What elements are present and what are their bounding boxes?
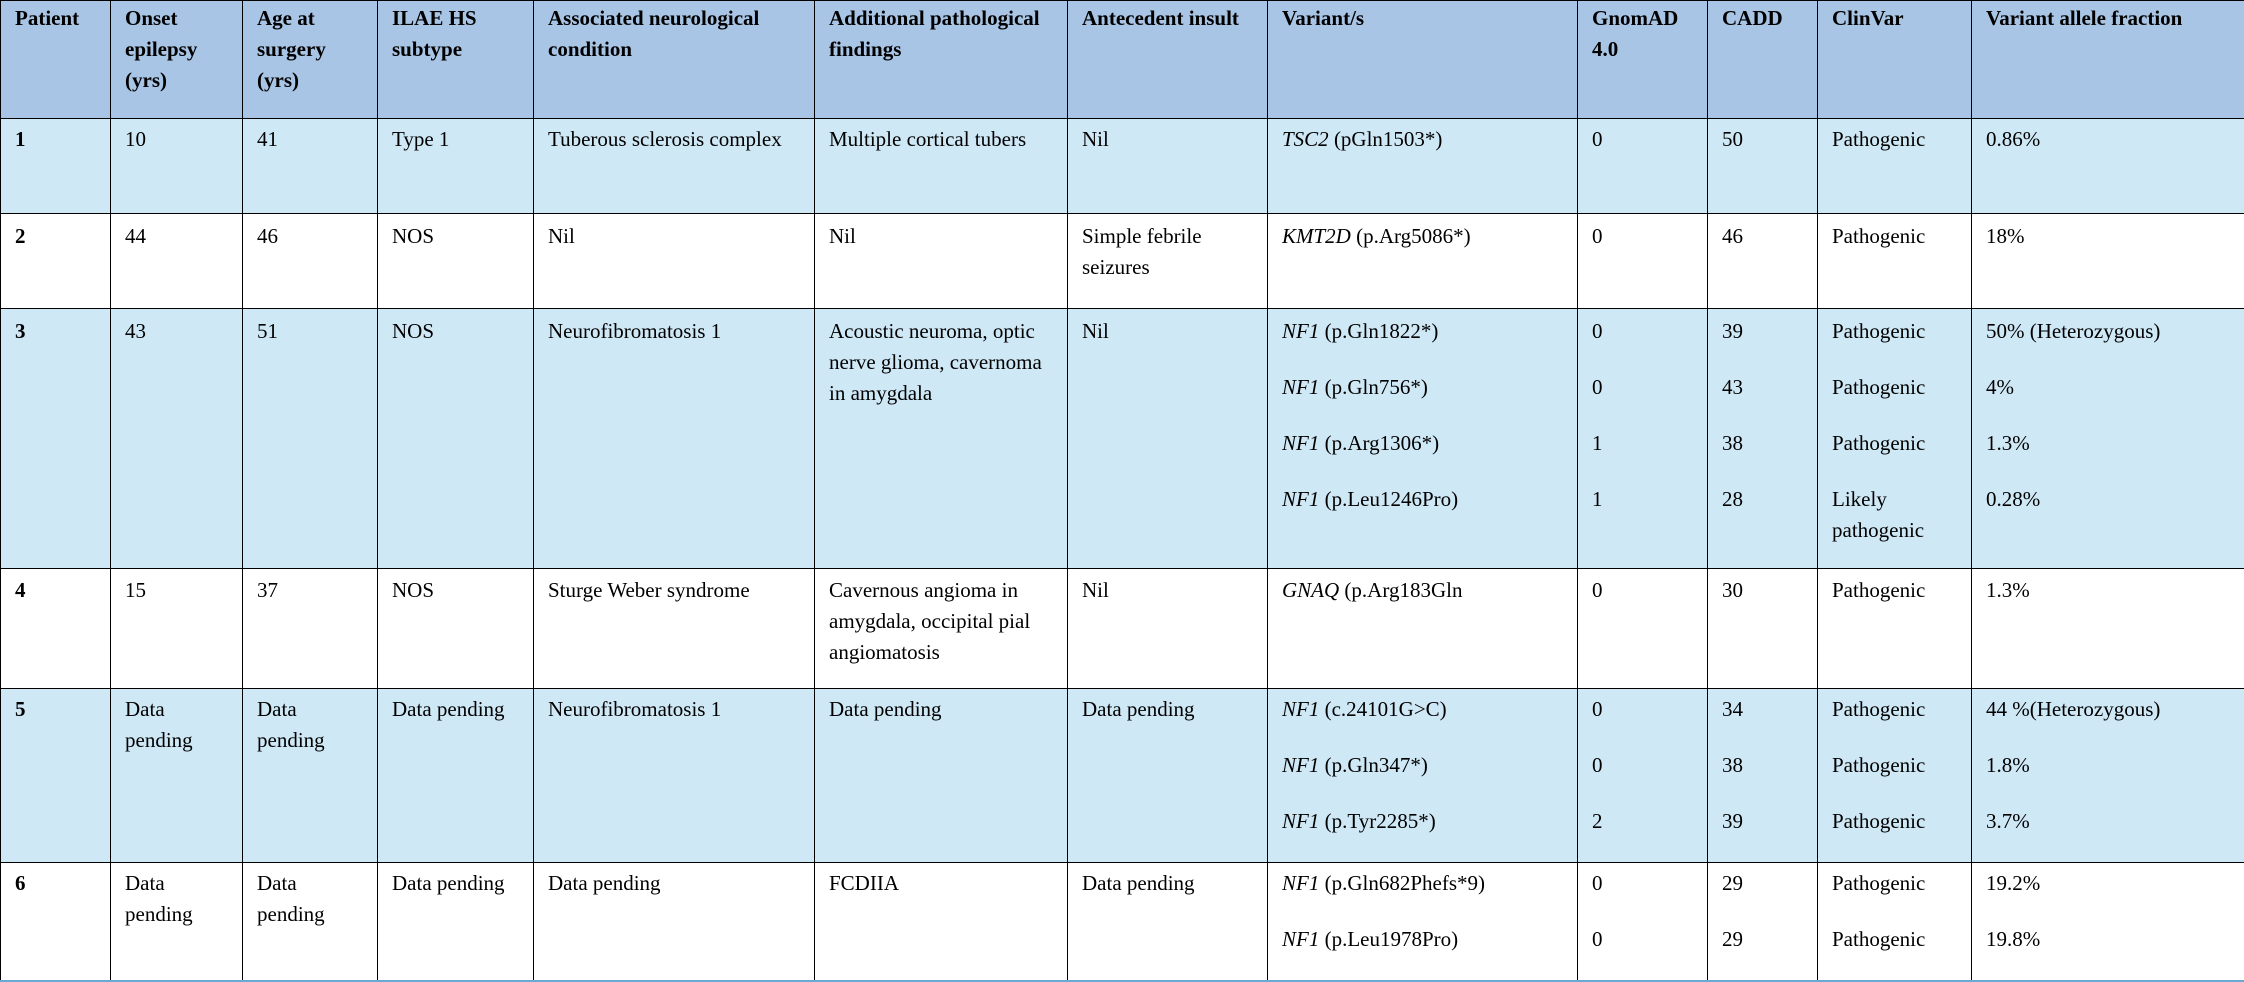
cell-gnomad [1578,863,1708,982]
cell-vaf [1972,863,2244,982]
gene-name: TSC2 [1282,127,1329,151]
cell-age: 51 [243,309,378,569]
cadd-value: 30 [1722,575,1803,631]
cell-patient: 3 [1,309,111,569]
gene-name: NF1 [1282,871,1319,895]
vaf-value: 19.2% [1986,868,2230,924]
cell-onset: 43 [111,309,243,569]
col-header-subtype: ILAE HS subtype [378,1,534,119]
cadd-value: 39 [1722,316,1803,372]
cell-age: Data pending [243,863,378,982]
cadd-value: 38 [1722,428,1803,484]
col-header-cadd: CADD [1708,1,1818,119]
gene-name: NF1 [1282,753,1319,777]
cell-insult: Data pending [1068,863,1268,982]
cadd-value: 46 [1722,221,1803,277]
table-row [1,863,2244,982]
cadd-value: 38 [1722,750,1803,806]
cadd-value: 29 [1722,868,1803,924]
cell-condition: Tuberous sclerosis complex [534,119,815,214]
cadd-value: 39 [1722,806,1803,862]
cell-gnomad [1578,119,1708,214]
protein-change: (p.Leu1978Pro) [1319,927,1458,951]
protein-change: (p.Arg5086*) [1351,224,1471,248]
col-header-insult: Antecedent insult [1068,1,1268,119]
gnomad-value: 0 [1592,124,1693,180]
variant-entry [1282,316,1563,372]
cell-vaf [1972,119,2244,214]
cell-variant [1268,214,1578,309]
protein-change: (p.Gln1822*) [1319,319,1438,343]
cell-patient: 1 [1,119,111,214]
cell-age: 37 [243,569,378,689]
clinvar-value: Pathogenic [1832,428,1957,484]
cell-insult: Nil [1068,309,1268,569]
cell-onset: Data pending [111,863,243,982]
gnomad-value: 0 [1592,372,1693,428]
cell-onset: 44 [111,214,243,309]
clinvar-value: Pathogenic [1832,316,1957,372]
col-header-condition: Associated neurological condition [534,1,815,119]
cell-cadd [1708,569,1818,689]
vaf-value: 0.86% [1986,124,2230,180]
cell-clinvar [1818,689,1972,863]
gene-name: NF1 [1282,697,1319,721]
gnomad-value: 0 [1592,750,1693,806]
cell-cadd [1708,689,1818,863]
cell-subtype: NOS [378,569,534,689]
cell-age: Data pending [243,689,378,863]
cell-subtype: Data pending [378,863,534,982]
cell-condition: Data pending [534,863,815,982]
variant-entry [1282,221,1563,277]
clinvar-value: Pathogenic [1832,750,1957,806]
vaf-value: 3.7% [1986,806,2230,862]
cell-findings: Cavernous angioma in amygdala, occipital pial angiomatosis [815,569,1068,689]
gnomad-value: 0 [1592,694,1693,750]
gnomad-value: 0 [1592,924,1693,980]
cell-insult: Simple febrile seizures [1068,214,1268,309]
col-header-variants: Variant/s [1268,1,1578,119]
cell-clinvar [1818,309,1972,569]
gene-name: NF1 [1282,927,1319,951]
variant-entry [1282,428,1563,484]
clinvar-value: Pathogenic [1832,868,1957,924]
cadd-value: 28 [1722,484,1803,540]
gene-name: GNAQ [1282,578,1339,602]
cell-gnomad [1578,309,1708,569]
clinvar-value: Pathogenic [1832,924,1957,980]
gnomad-value: 0 [1592,316,1693,372]
cell-patient: 4 [1,569,111,689]
col-header-vaf: Variant allele fraction [1972,1,2244,119]
cell-insult: Data pending [1068,689,1268,863]
cell-clinvar [1818,119,1972,214]
clinvar-value: Likely pathogenic [1832,484,1957,540]
cell-vaf [1972,689,2244,863]
col-header-onset: Onset epilepsy (yrs) [111,1,243,119]
cell-condition: Sturge Weber syndrome [534,569,815,689]
variant-entry [1282,484,1563,540]
cell-gnomad [1578,689,1708,863]
cell-vaf [1972,214,2244,309]
cell-vaf [1972,309,2244,569]
cadd-value: 34 [1722,694,1803,750]
cell-clinvar [1818,569,1972,689]
cell-findings: Data pending [815,689,1068,863]
col-header-findings: Additional pathological findings [815,1,1068,119]
protein-change: (p.Arg183Gln [1339,578,1462,602]
cadd-value: 29 [1722,924,1803,980]
cell-variant [1268,309,1578,569]
cell-findings: Acoustic neuroma, optic nerve glioma, cavernoma in amygdala [815,309,1068,569]
gnomad-value: 0 [1592,575,1693,631]
cell-variant [1268,863,1578,982]
cell-clinvar [1818,214,1972,309]
cell-cadd [1708,309,1818,569]
header-row [1,1,2244,119]
cadd-value: 50 [1722,124,1803,180]
vaf-value: 1.8% [1986,750,2230,806]
gnomad-value: 0 [1592,868,1693,924]
protein-change: (p.Gln682Phefs*9) [1319,871,1485,895]
cell-findings: FCDIIA [815,863,1068,982]
cell-cadd [1708,863,1818,982]
gene-name: NF1 [1282,809,1319,833]
gnomad-value: 2 [1592,806,1693,862]
cell-subtype: Type 1 [378,119,534,214]
clinvar-value: Pathogenic [1832,124,1957,180]
cell-condition: Neurofibromatosis 1 [534,309,815,569]
cell-insult: Nil [1068,119,1268,214]
table-row [1,309,2244,569]
cell-age: 46 [243,214,378,309]
cell-gnomad [1578,569,1708,689]
cell-cadd [1708,119,1818,214]
gnomad-value: 1 [1592,484,1693,540]
protein-change: (p.Leu1246Pro) [1319,487,1458,511]
cell-gnomad [1578,214,1708,309]
table-row [1,119,2244,214]
cadd-value: 43 [1722,372,1803,428]
cell-subtype: NOS [378,309,534,569]
clinvar-value: Pathogenic [1832,575,1957,631]
protein-change: (p.Gln347*) [1319,753,1428,777]
cell-condition: Nil [534,214,815,309]
protein-change: (c.24101G>C) [1319,697,1446,721]
cell-variant [1268,119,1578,214]
vaf-value: 18% [1986,221,2230,277]
cell-subtype: Data pending [378,689,534,863]
vaf-value: 0.28% [1986,484,2230,540]
cell-onset: 10 [111,119,243,214]
variant-entry [1282,372,1563,428]
variant-entry [1282,750,1563,806]
cell-findings: Nil [815,214,1068,309]
col-header-gnomad: GnomAD 4.0 [1578,1,1708,119]
cell-condition: Neurofibromatosis 1 [534,689,815,863]
protein-change: (p.Gln756*) [1319,375,1428,399]
cell-onset: Data pending [111,689,243,863]
cell-age: 41 [243,119,378,214]
table-row [1,569,2244,689]
variant-entry [1282,575,1563,631]
gnomad-value: 0 [1592,221,1693,277]
clinvar-value: Pathogenic [1832,806,1957,862]
vaf-value: 4% [1986,372,2230,428]
gene-name: KMT2D [1282,224,1351,248]
gene-name: NF1 [1282,431,1319,455]
variant-entry [1282,806,1563,862]
cell-clinvar [1818,863,1972,982]
clinvar-value: Pathogenic [1832,694,1957,750]
variant-entry [1282,694,1563,750]
cell-variant [1268,689,1578,863]
gene-name: NF1 [1282,375,1319,399]
protein-change: (p.Arg1306*) [1319,431,1439,455]
cell-patient: 2 [1,214,111,309]
vaf-value: 1.3% [1986,428,2230,484]
gene-name: NF1 [1282,319,1319,343]
col-header-clinvar: ClinVar [1818,1,1972,119]
vaf-value: 44 %(Heterozygous) [1986,694,2230,750]
col-header-age: Age at surgery (yrs) [243,1,378,119]
variant-entry [1282,868,1563,924]
cell-variant [1268,569,1578,689]
protein-change: (p.Tyr2285*) [1319,809,1435,833]
variant-entry [1282,924,1563,980]
vaf-value: 1.3% [1986,575,2230,631]
clinvar-value: Pathogenic [1832,221,1957,277]
protein-change: (pGln1503*) [1329,127,1443,151]
gnomad-value: 1 [1592,428,1693,484]
cell-patient: 5 [1,689,111,863]
cell-patient: 6 [1,863,111,982]
cell-vaf [1972,569,2244,689]
cell-subtype: NOS [378,214,534,309]
gene-name: NF1 [1282,487,1319,511]
table-row [1,214,2244,309]
vaf-value: 50% (Heterozygous) [1986,316,2230,372]
cell-findings: Multiple cortical tubers [815,119,1068,214]
vaf-value: 19.8% [1986,924,2230,980]
cell-insult: Nil [1068,569,1268,689]
table-row [1,689,2244,863]
cell-onset: 15 [111,569,243,689]
col-header-patient: Patient [1,1,111,119]
cell-cadd [1708,214,1818,309]
variant-entry [1282,124,1563,180]
clinvar-value: Pathogenic [1832,372,1957,428]
